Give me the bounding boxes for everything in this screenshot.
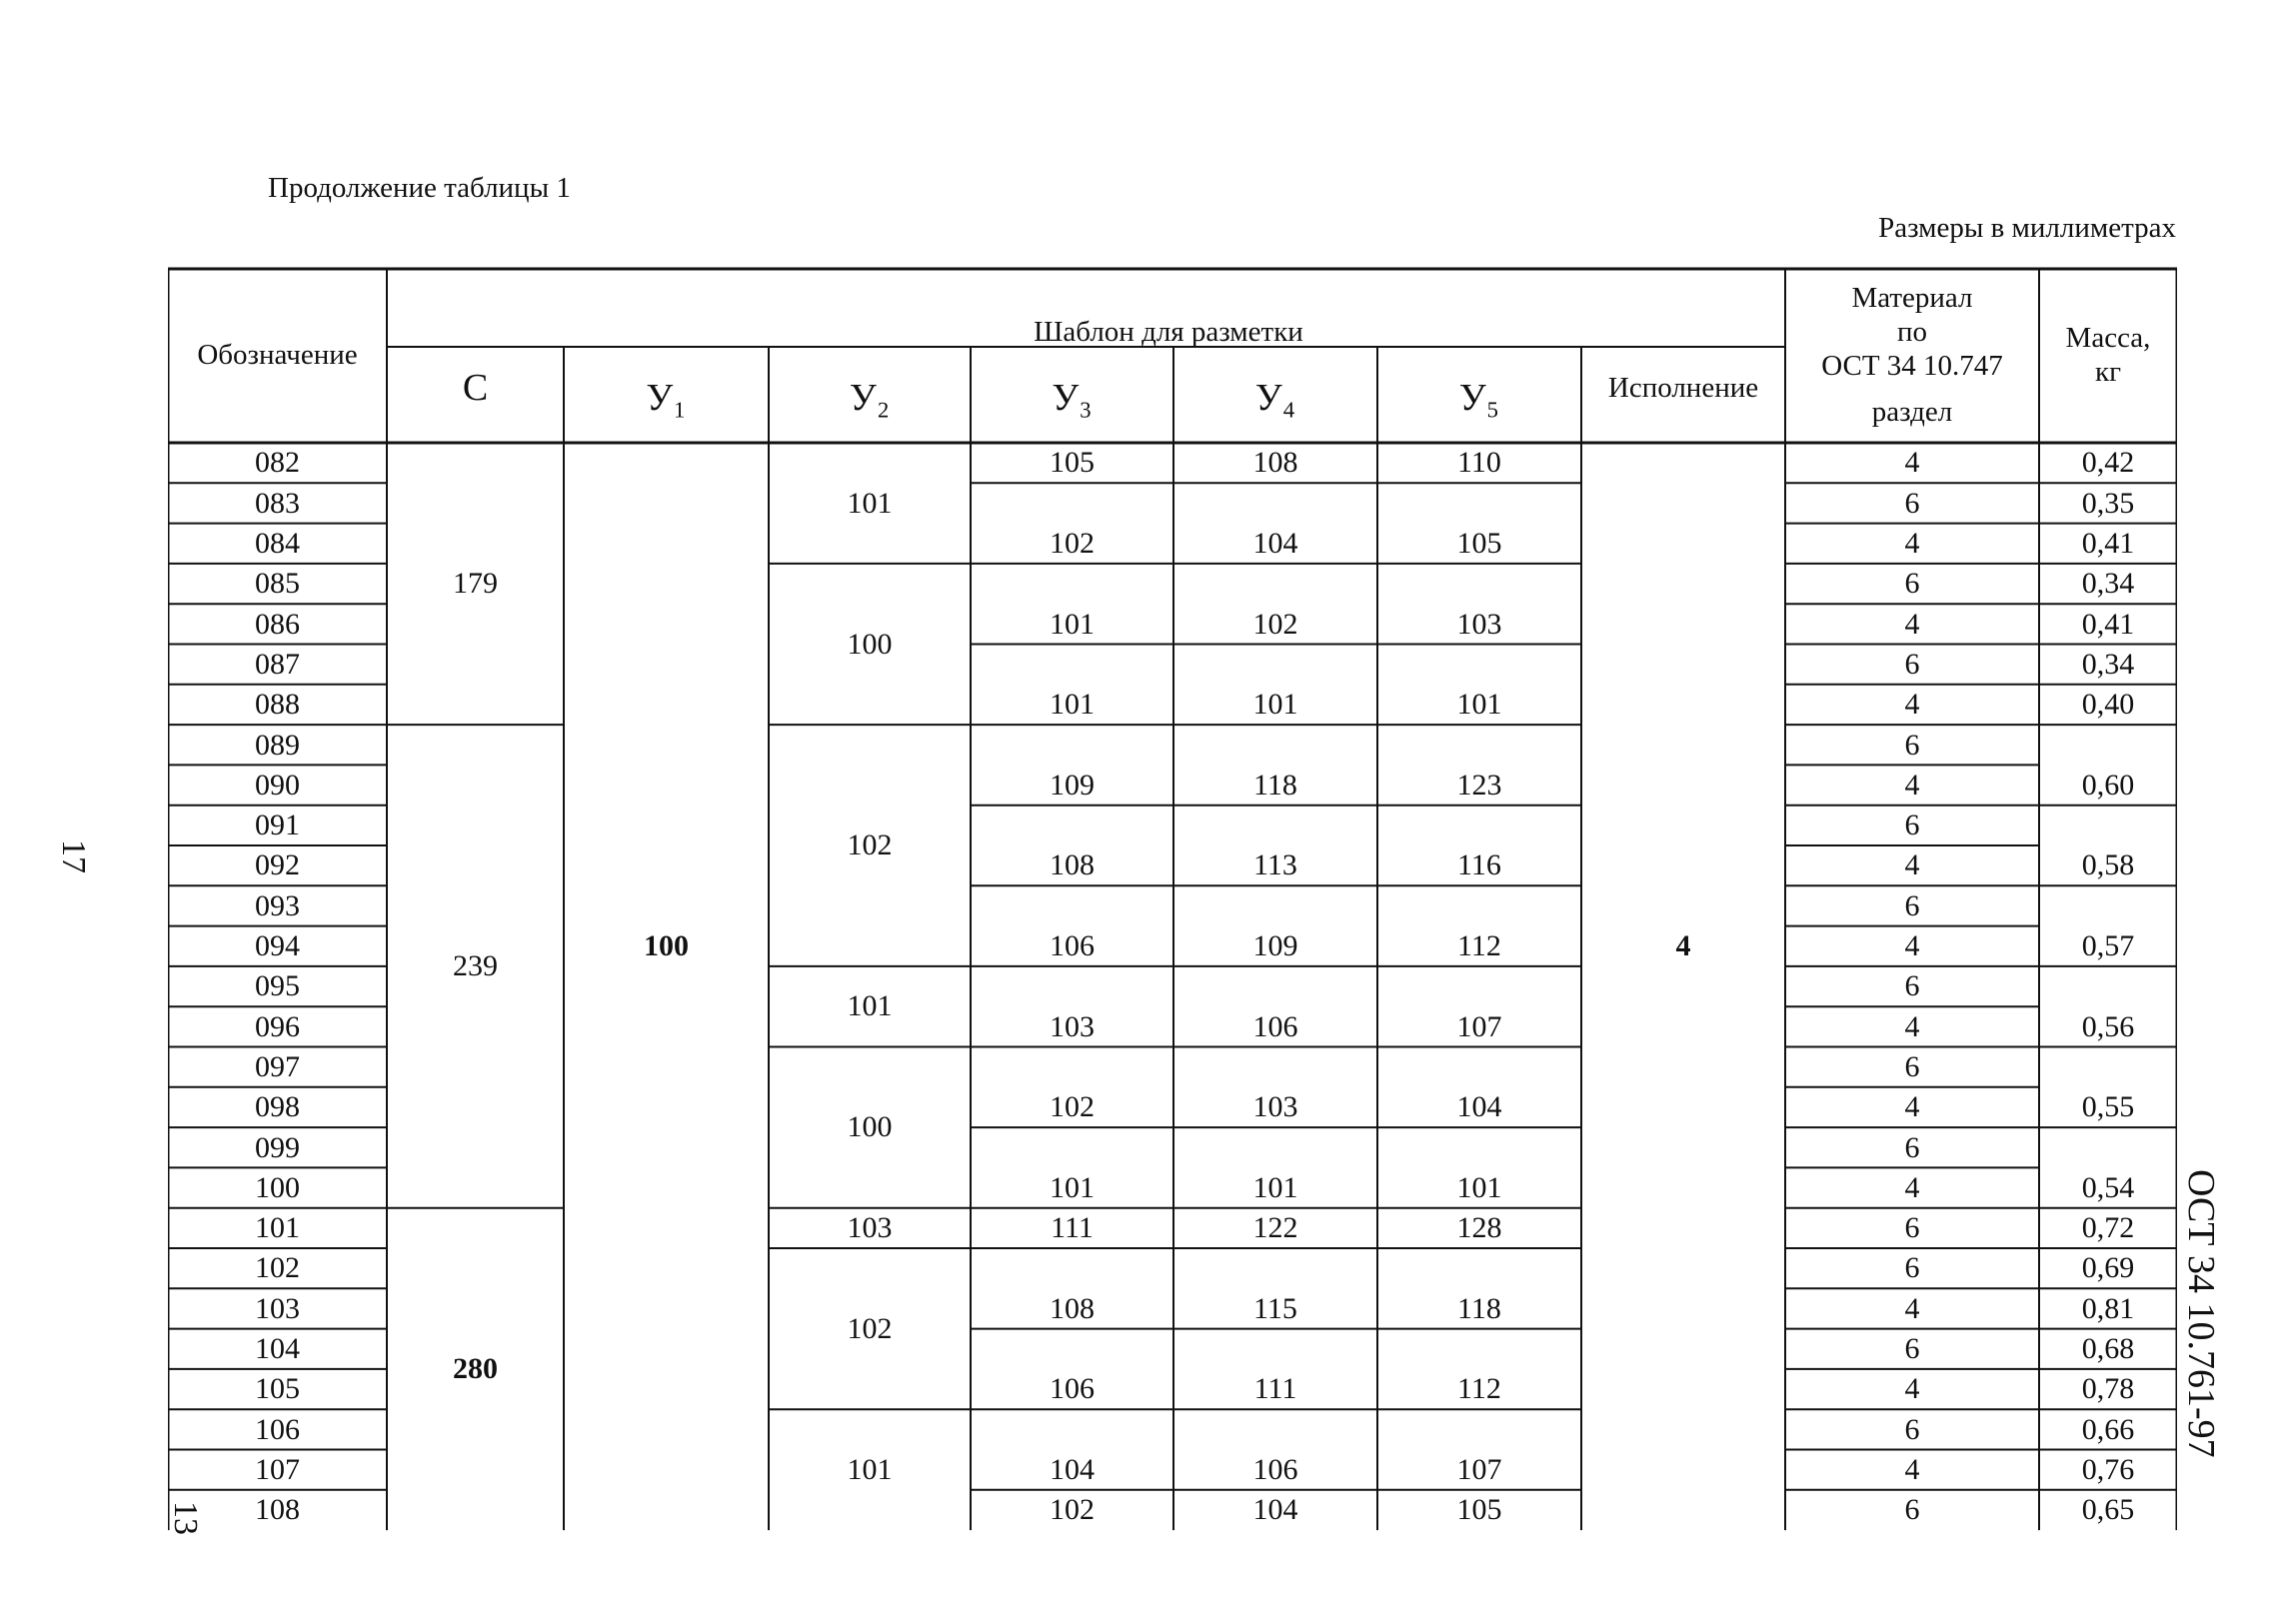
mass-value-cell: 0,35: [2081, 486, 2135, 520]
material-section-cell: 6: [1904, 1412, 1920, 1446]
y4-value-cell: 115: [1253, 1291, 1297, 1325]
page-number-side: 17: [55, 839, 92, 873]
y5-value-cell: 116: [1457, 848, 1501, 882]
y4-value-cell: 103: [1252, 1090, 1298, 1124]
mass-value-cell: 0,72: [2081, 1211, 2135, 1245]
mass-value-cell: 0,56: [2081, 1009, 2135, 1043]
designation-cell: 085: [255, 567, 300, 601]
y4-value-cell: 104: [1252, 1493, 1298, 1527]
designation-cell: 089: [255, 728, 300, 762]
designation-cell: 095: [255, 969, 300, 1003]
mass-value-cell: 0,34: [2081, 567, 2135, 601]
y4-value-cell: 106: [1252, 1009, 1298, 1043]
y4-value-cell: 122: [1252, 1211, 1298, 1245]
y3-value-cell: 102: [1050, 1090, 1095, 1124]
designation-cell: 100: [255, 1170, 300, 1204]
designation-cell: 088: [255, 688, 300, 722]
material-section-cell: 4: [1904, 1372, 1920, 1406]
header-col-y1: У₁: [646, 376, 687, 419]
y4-value-cell: 101: [1252, 1170, 1298, 1204]
material-section-cell: 6: [1904, 888, 1920, 922]
y2-value-cell: 100: [847, 627, 893, 661]
header-col-y4: У₄: [1254, 376, 1296, 419]
mass-value-cell: 0,41: [2081, 527, 2135, 561]
header-material-line3: ОСТ 34 10.747: [1821, 350, 2003, 382]
y2-value-cell: 101: [847, 486, 893, 520]
material-section-cell: 6: [1904, 1211, 1920, 1245]
material-section-cell: 4: [1904, 1170, 1920, 1204]
header-material: [1785, 267, 2039, 443]
y4-value-cell: 118: [1253, 768, 1297, 802]
y4-value-cell: 113: [1253, 848, 1297, 882]
material-section-cell: 6: [1904, 1049, 1920, 1083]
header-material-line2: по: [1896, 315, 1928, 348]
table-continuation-caption: Продолжение таблицы 1: [268, 172, 571, 204]
material-section-cell: 4: [1904, 527, 1920, 561]
designation-cell: 083: [255, 486, 300, 520]
y3-value-cell: 106: [1050, 929, 1095, 963]
material-section-cell: 4: [1904, 446, 1920, 480]
y4-value-cell: 109: [1252, 929, 1298, 963]
header-material-line4: раздел: [1871, 396, 1953, 429]
standard-identifier: ОСТ 34 10.761-97: [2180, 1169, 2222, 1458]
header-designation: Обозначение: [197, 338, 358, 371]
y5-value-cell: 110: [1457, 446, 1501, 480]
material-section-cell: 4: [1904, 768, 1920, 802]
y3-value-cell: 104: [1050, 1452, 1095, 1486]
header-col-y3: У₃: [1052, 376, 1093, 419]
mass-value-cell: 0,40: [2081, 688, 2135, 722]
mass-value-cell: 0,65: [2081, 1493, 2135, 1527]
designation-cell: 105: [255, 1372, 300, 1406]
material-section-cell: 6: [1904, 567, 1920, 601]
header-mass-line1: Масса,: [2065, 321, 2151, 354]
y4-value-cell: 111: [1253, 1372, 1297, 1406]
y3-value-cell: 102: [1050, 1493, 1095, 1527]
mass-value-cell: 0,66: [2081, 1412, 2135, 1446]
y4-value-cell: 106: [1252, 1452, 1298, 1486]
y5-value-cell: 128: [1456, 1211, 1502, 1245]
y2-value-cell: 101: [847, 989, 893, 1023]
y2-value-cell: 101: [847, 1452, 893, 1486]
y3-value-cell: 103: [1050, 1009, 1095, 1043]
units-note: Размеры в миллиметрах: [1878, 212, 2176, 244]
designation-cell: 087: [255, 647, 300, 681]
y5-value-cell: 105: [1456, 527, 1502, 561]
material-section-cell: 6: [1904, 728, 1920, 762]
material-section-cell: 4: [1904, 1009, 1920, 1043]
designation-cell: 096: [255, 1009, 300, 1043]
material-section-cell: 4: [1904, 1452, 1920, 1486]
material-section-cell: 6: [1904, 969, 1920, 1003]
mass-value-cell: 0,41: [2081, 607, 2135, 641]
y3-value-cell: 108: [1050, 848, 1095, 882]
c-value-cell: 239: [453, 949, 498, 983]
dimensions-table: [168, 267, 2177, 1532]
y5-value-cell: 103: [1456, 607, 1502, 641]
y3-value-cell: 109: [1050, 768, 1095, 802]
y3-value-cell: 111: [1051, 1211, 1094, 1245]
c-value-cell: 280: [453, 1352, 498, 1386]
header-col-y2: У₂: [849, 376, 891, 419]
designation-cell: 091: [255, 809, 300, 842]
execution-value-cell: 4: [1675, 929, 1691, 963]
designation-cell: 099: [255, 1130, 300, 1164]
y4-value-cell: 108: [1252, 446, 1298, 480]
y5-value-cell: 112: [1457, 929, 1501, 963]
material-section-cell: 6: [1904, 809, 1920, 842]
header-material-line1: Материал: [1851, 281, 1973, 314]
y3-value-cell: 101: [1050, 607, 1095, 641]
y5-value-cell: 112: [1457, 1372, 1501, 1406]
mass-value-cell: 0,57: [2081, 929, 2135, 963]
c-value-cell: 179: [453, 567, 498, 601]
designation-cell: 097: [255, 1049, 300, 1083]
y3-value-cell: 101: [1050, 1170, 1095, 1204]
designation-cell: 108: [255, 1493, 300, 1527]
y3-value-cell: 105: [1050, 446, 1095, 480]
material-section-cell: 4: [1904, 607, 1920, 641]
designation-cell: 090: [255, 768, 300, 802]
designation-cell: 102: [255, 1251, 300, 1285]
page-number-bottom: 13: [167, 1501, 204, 1535]
y2-value-cell: 102: [847, 1311, 893, 1345]
material-section-cell: 4: [1904, 848, 1920, 882]
material-section-cell: 6: [1904, 486, 1920, 520]
material-section-cell: 4: [1904, 688, 1920, 722]
y5-value-cell: 107: [1456, 1009, 1502, 1043]
material-section-cell: 4: [1904, 1291, 1920, 1325]
designation-cell: 084: [255, 527, 300, 561]
mass-value-cell: 0,54: [2081, 1170, 2135, 1204]
header-col-y5: У₅: [1458, 376, 1500, 419]
mass-value-cell: 0,55: [2081, 1090, 2135, 1124]
designation-cell: 092: [255, 848, 300, 882]
material-section-cell: 6: [1904, 1493, 1920, 1527]
header-mass-line2: кг: [2095, 356, 2121, 388]
designation-cell: 103: [255, 1291, 300, 1325]
material-section-cell: 6: [1904, 1251, 1920, 1285]
mass-value-cell: 0,42: [2081, 446, 2135, 480]
mass-value-cell: 0,58: [2081, 848, 2135, 882]
header-template-group: Шаблон для разметки: [1034, 315, 1303, 348]
header-mass: [2039, 267, 2177, 443]
y4-value-cell: 102: [1252, 607, 1298, 641]
y5-value-cell: 123: [1456, 768, 1502, 802]
y2-value-cell: 103: [847, 1211, 893, 1245]
designation-cell: 093: [255, 888, 300, 922]
material-section-cell: 4: [1904, 1090, 1920, 1124]
mass-value-cell: 0,81: [2081, 1291, 2135, 1325]
material-section-cell: 6: [1904, 1130, 1920, 1164]
mass-value-cell: 0,76: [2081, 1452, 2135, 1486]
mass-value-cell: 0,34: [2081, 647, 2135, 681]
material-section-cell: 4: [1904, 929, 1920, 963]
designation-cell: 106: [255, 1412, 300, 1446]
y2-value-cell: 100: [847, 1110, 893, 1144]
material-section-cell: 6: [1904, 647, 1920, 681]
mass-value-cell: 0,68: [2081, 1332, 2135, 1366]
y5-value-cell: 105: [1456, 1493, 1502, 1527]
designation-cell: 101: [255, 1211, 300, 1245]
mass-value-cell: 0,69: [2081, 1251, 2135, 1285]
material-section-cell: 6: [1904, 1332, 1920, 1366]
y3-value-cell: 101: [1050, 688, 1095, 722]
y3-value-cell: 102: [1050, 527, 1095, 561]
designation-cell: 086: [255, 607, 300, 641]
header-col-c: С: [462, 366, 489, 409]
y5-value-cell: 101: [1456, 1170, 1502, 1204]
y5-value-cell: 118: [1457, 1291, 1501, 1325]
designation-cell: 104: [255, 1332, 300, 1366]
designation-cell: 107: [255, 1452, 300, 1486]
designation-cell: 094: [255, 929, 300, 963]
y5-value-cell: 104: [1456, 1090, 1502, 1124]
y3-value-cell: 108: [1050, 1291, 1095, 1325]
mass-value-cell: 0,78: [2081, 1372, 2135, 1406]
y4-value-cell: 101: [1252, 688, 1298, 722]
y1-value-cell: 100: [644, 929, 689, 963]
y2-value-cell: 102: [847, 828, 893, 862]
y5-value-cell: 101: [1456, 688, 1502, 722]
mass-value-cell: 0,60: [2081, 768, 2135, 802]
designation-cell: 098: [255, 1090, 300, 1124]
y5-value-cell: 107: [1456, 1452, 1502, 1486]
y3-value-cell: 106: [1050, 1372, 1095, 1406]
designation-cell: 082: [255, 446, 300, 480]
header-execution: Исполнение: [1607, 371, 1759, 404]
y4-value-cell: 104: [1252, 527, 1298, 561]
